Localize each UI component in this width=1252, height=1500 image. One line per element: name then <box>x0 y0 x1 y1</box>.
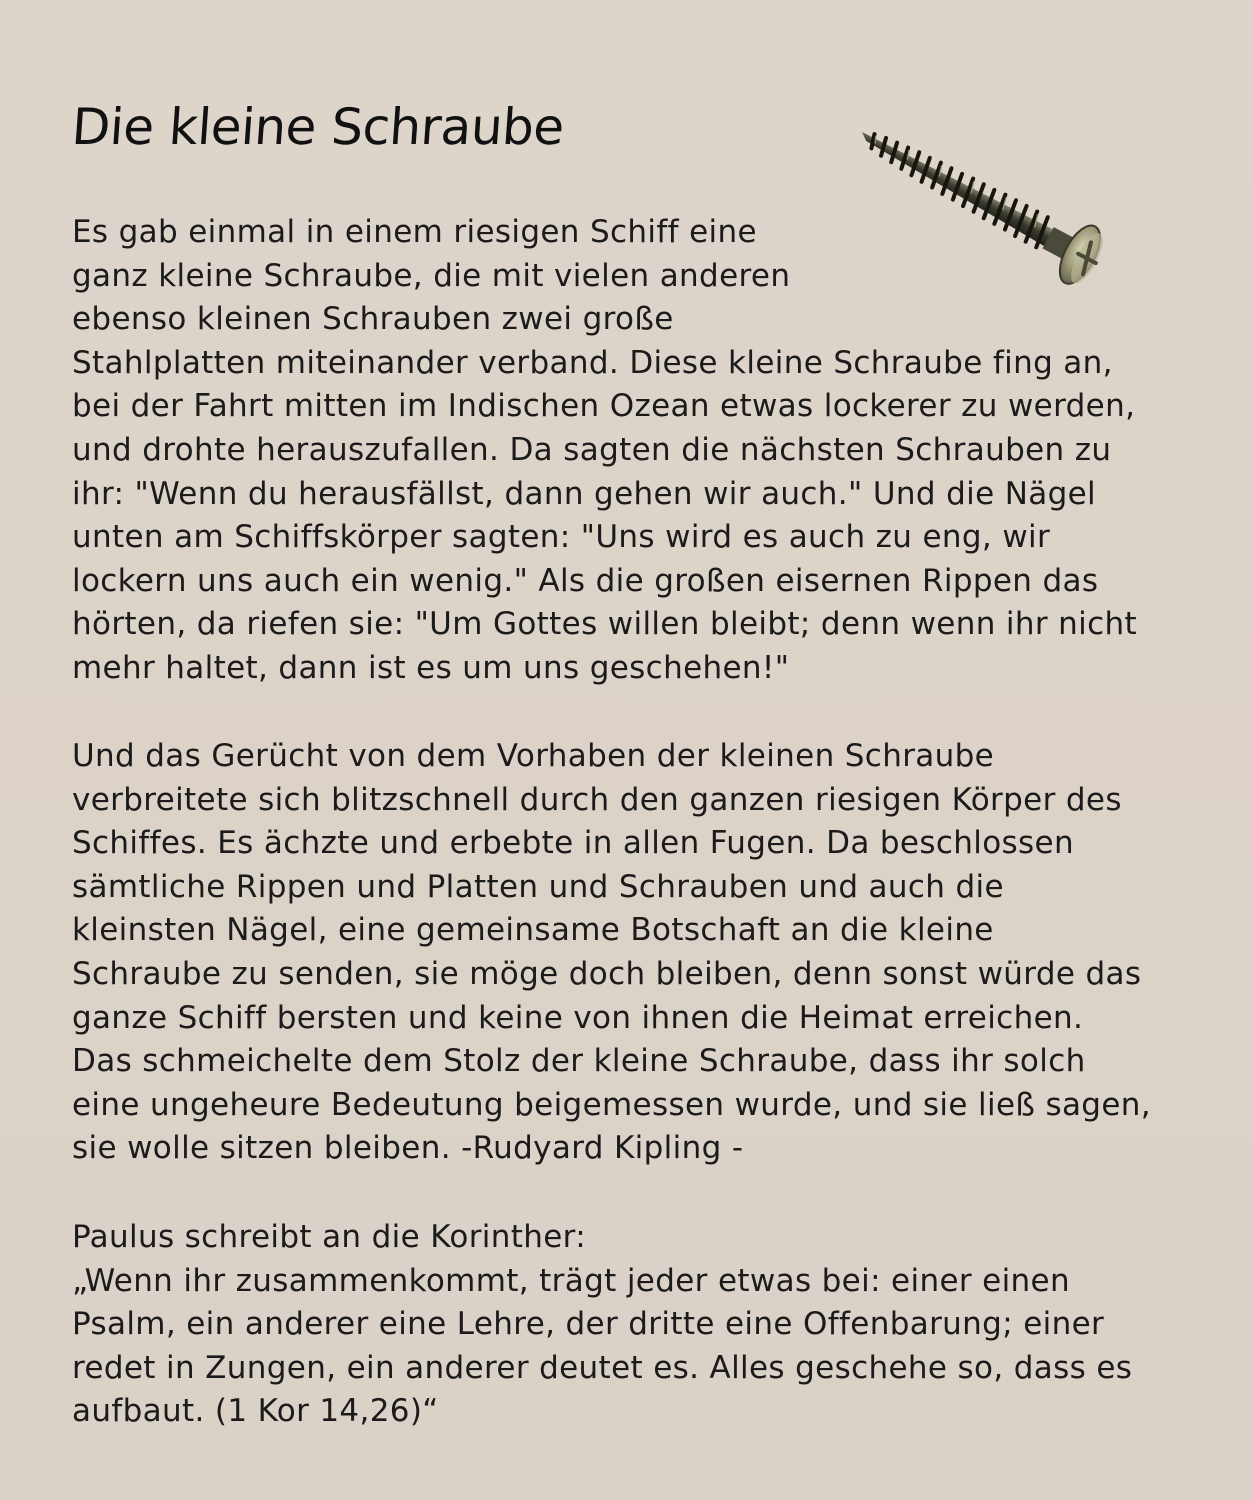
paragraph-bible-quote <box>72 1216 1132 1434</box>
text-line: ganz kleine Schraube, die mit vielen anderen <box>72 257 791 294</box>
text-line: Und das Gerücht von dem Vorhaben der kleinen Schraube <box>72 738 995 774</box>
text-line: mehr haltet, dann ist es um uns geschehen!" <box>72 649 790 686</box>
text-line: aufbaut. (1 Kor 14,26)“ <box>72 1393 439 1430</box>
text-line: ganze Schiff bersten und keine von ihnen die Heimat erreichen. <box>72 999 1084 1036</box>
text-line: lockern uns auch ein wenig." Als die großen eisernen Rippen das <box>72 562 1099 599</box>
text-line: Es gab einmal in einem riesigen Schiff eine <box>72 214 757 250</box>
paragraph-story-part-2 <box>72 735 1151 1171</box>
text-line: Schiffes. Es ächzte und erbebte in allen Fugen. Da beschlossen <box>72 825 1074 862</box>
text-line: Psalm, ein anderer eine Lehre, der dritte eine Offenbarung; einer <box>72 1306 1105 1343</box>
text-line: redet in Zungen, ein anderer deutet es. Alles geschehe so, dass es <box>72 1349 1133 1386</box>
text-line: und drohte herauszufallen. Da sagten die nächsten Schrauben zu <box>72 431 1112 468</box>
text-line: Paulus schreibt an die Korinther: <box>72 1219 587 1255</box>
text-line: sie wolle sitzen bleiben. -Rudyard Kipling - <box>72 1130 744 1167</box>
text-line: eine ungeheure Bedeutung beigemessen wurde, und sie ließ sagen, <box>72 1086 1151 1123</box>
text-line: verbreitete sich blitzschnell durch den ganzen riesigen Körper des <box>72 781 1122 818</box>
text-line: Das schmeichelte dem Stolz der kleine Schraube, dass ihr solch <box>72 1043 1086 1080</box>
text-line: bei der Fahrt mitten im Indischen Ozean etwas lockerer zu werden, <box>72 388 1136 425</box>
text-line: „Wenn ihr zusammenkommt, trägt jeder etwas bei: einer einen <box>72 1262 1070 1299</box>
paragraph-story-part-1 <box>72 211 1137 691</box>
text-line: Stahlplatten miteinander verband. Diese kleine Schraube fing an, <box>72 344 1113 381</box>
text-line: ihr: "Wenn du herausfällst, dann gehen wir auch." Und die Nägel <box>72 475 1097 512</box>
text-line: unten am Schiffskörper sagten: "Uns wird es auch zu eng, wir <box>72 519 1051 556</box>
page-title: Die kleine Schraube <box>69 98 566 156</box>
text-line: Schraube zu senden, sie möge doch bleiben, denn sonst würde das <box>72 955 1142 992</box>
text-line: ebenso kleinen Schrauben zwei große <box>72 301 674 338</box>
text-line: sämtliche Rippen und Platten und Schrauben und auch die <box>72 868 1004 905</box>
text-line: hörten, da riefen sie: "Um Gottes willen bleibt; denn wenn ihr nicht <box>72 606 1138 643</box>
text-line: kleinsten Nägel, eine gemeinsame Botschaft an die kleine <box>72 912 994 949</box>
